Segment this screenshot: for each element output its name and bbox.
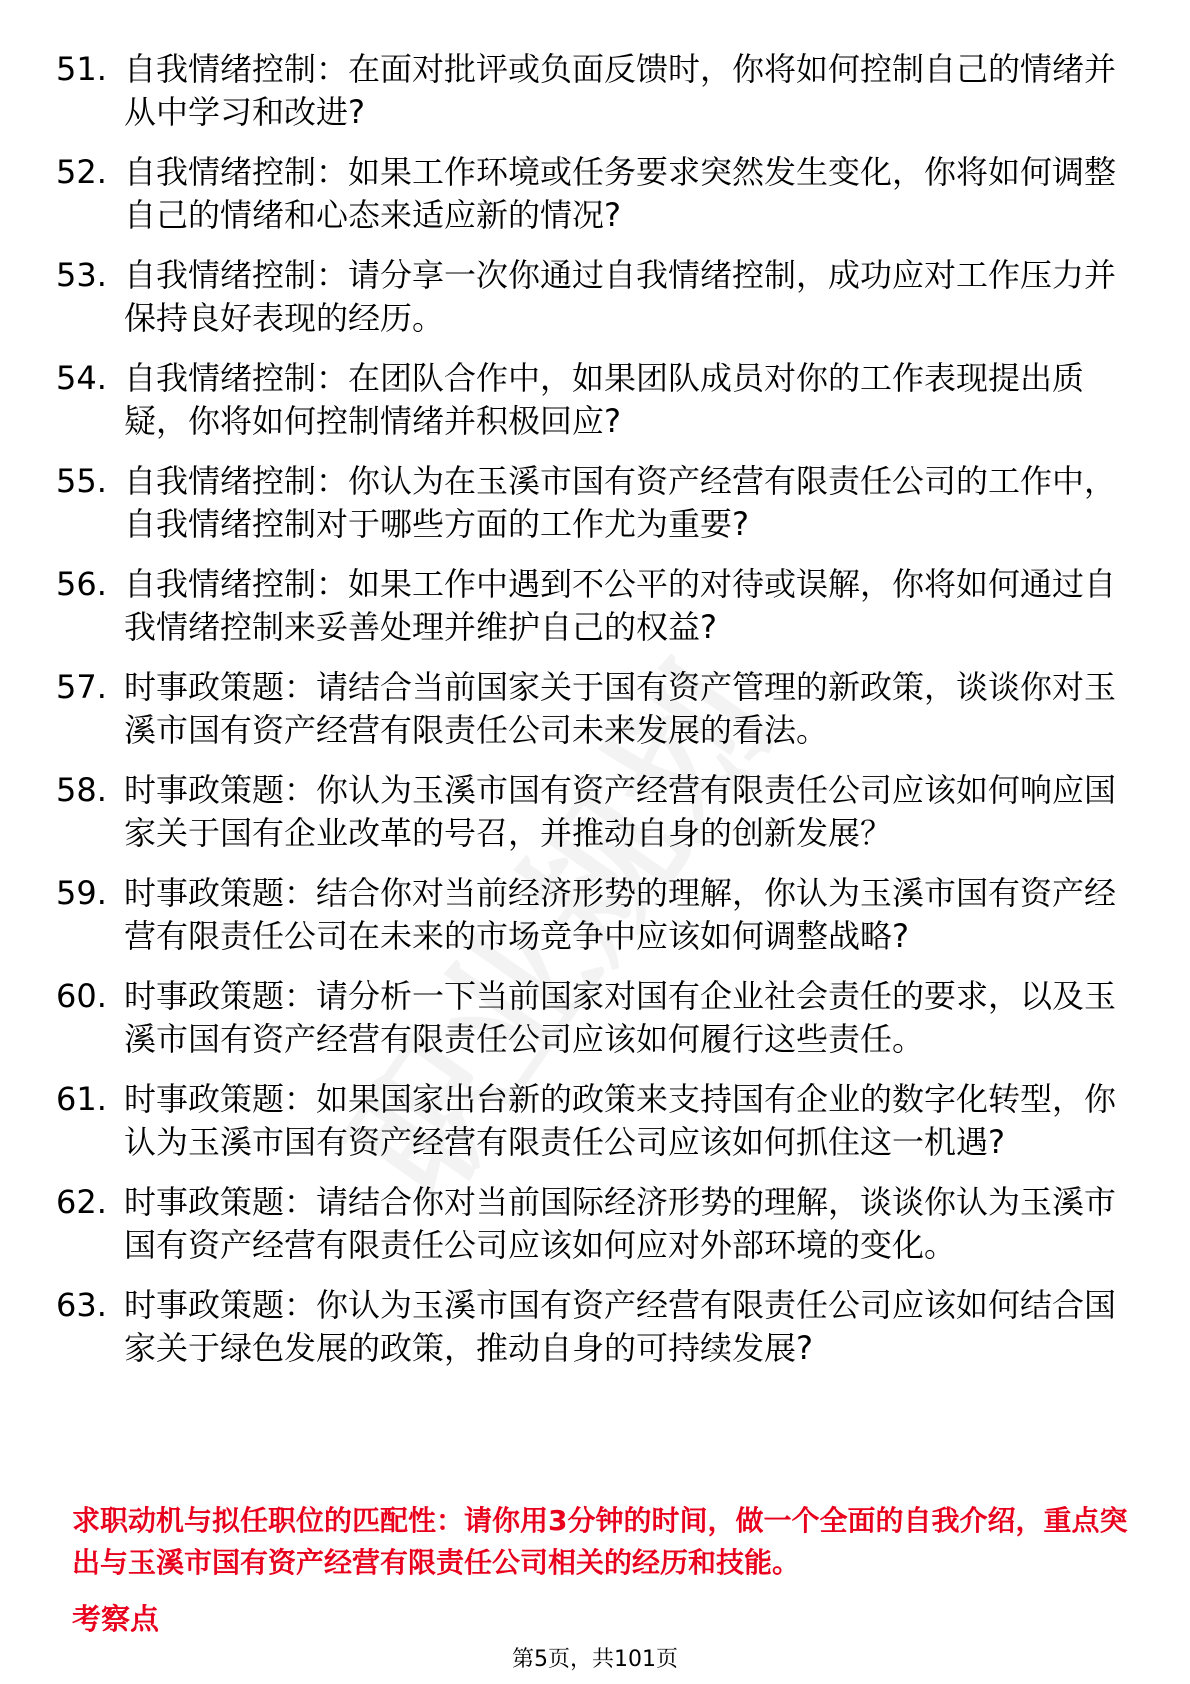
- question-text: 时事政策题：请结合你对当前国际经济形势的理解，谈谈你认为玉溪市国有资产经营有限责任公司应该如何应对外部环境的变化。: [124, 1183, 1117, 1264]
- question-number: 57.: [56, 668, 107, 706]
- question-item: [56, 1284, 1136, 1370]
- question-item: [56, 975, 1136, 1061]
- question-item: [56, 254, 1136, 340]
- question-item: [56, 769, 1136, 855]
- question-number: 58.: [56, 771, 107, 809]
- question-item: [56, 666, 1136, 752]
- question-number: 60.: [56, 977, 107, 1015]
- question-number: 54.: [56, 359, 107, 397]
- question-item: [56, 872, 1136, 958]
- question-number: 52.: [56, 153, 107, 191]
- question-text: 时事政策题：结合你对当前经济形势的理解，你认为玉溪市国有资产经营有限责任公司在未来的市场竞争中应该如何调整战略?: [124, 874, 1117, 955]
- page-footer: 第5页，共101页: [512, 1647, 678, 1672]
- question-item: [56, 460, 1136, 546]
- question-text: 自我情绪控制：你认为在玉溪市国有资产经营有限责任公司的工作中，自我情绪控制对于哪些方面的工作尤为重要?: [124, 462, 1117, 543]
- question-text: 时事政策题：你认为玉溪市国有资产经营有限责任公司应该如何响应国家关于国有企业改革的号召，并推动自身的创新发展？: [124, 771, 1117, 852]
- question-item: [56, 48, 1136, 134]
- question-text: 自我情绪控制：在面对批评或负面反馈时，你将如何控制自己的情绪并从中学习和改进?: [124, 50, 1117, 131]
- question-number: 53.: [56, 256, 107, 294]
- question-text: 自我情绪控制：在团队合作中，如果团队成员对你的工作表现提出质疑，你将如何控制情绪并积极回应?: [124, 359, 1085, 440]
- question-number: 62.: [56, 1183, 107, 1221]
- question-item: [56, 563, 1136, 649]
- question-item: [56, 151, 1136, 237]
- question-text: 自我情绪控制：如果工作中遇到不公平的对待或误解，你将如何通过自我情绪控制来妥善处理并维护自己的权益?: [124, 565, 1117, 646]
- question-item: [56, 357, 1136, 443]
- question-list: [56, 48, 1136, 1387]
- question-number: 51.: [56, 50, 107, 88]
- motivation-question: 求职动机与拟任职位的匹配性：请你用3分钟的时间，做一个全面的自我介绍，重点突出与玉溪市国有资产经营有限责任公司相关的经历和技能。: [72, 1504, 1128, 1579]
- question-item: [56, 1078, 1136, 1164]
- question-number: 55.: [56, 462, 107, 500]
- question-number: 59.: [56, 874, 107, 912]
- question-text: 时事政策题：请分析一下当前国家对国有企业社会责任的要求，以及玉溪市国有资产经营有限责任公司应该如何履行这些责任。: [124, 977, 1117, 1058]
- question-text: 自我情绪控制：如果工作环境或任务要求突然发生变化，你将如何调整自己的情绪和心态来适应新的情况?: [124, 153, 1117, 234]
- question-number: 63.: [56, 1286, 107, 1324]
- question-number: 56.: [56, 565, 107, 603]
- subheading-inspection-points: 考察点: [72, 1602, 160, 1636]
- question-text: 时事政策题：请结合当前国家关于国有资产管理的新政策，谈谈你对玉溪市国有资产经营有限责任公司未来发展的看法。: [124, 668, 1117, 749]
- question-text: 自我情绪控制：请分享一次你通过自我情绪控制，成功应对工作压力并保持良好表现的经历。: [124, 256, 1117, 337]
- question-text: 时事政策题：如果国家出台新的政策来支持国有企业的数字化转型，你认为玉溪市国有资产经营有限责任公司应该如何抓住这一机遇?: [124, 1080, 1117, 1161]
- question-text: 时事政策题：你认为玉溪市国有资产经营有限责任公司应该如何结合国家关于绿色发展的政策，推动自身的可持续发展?: [124, 1286, 1117, 1367]
- question-number: 61.: [56, 1080, 107, 1118]
- question-item: [56, 1181, 1136, 1267]
